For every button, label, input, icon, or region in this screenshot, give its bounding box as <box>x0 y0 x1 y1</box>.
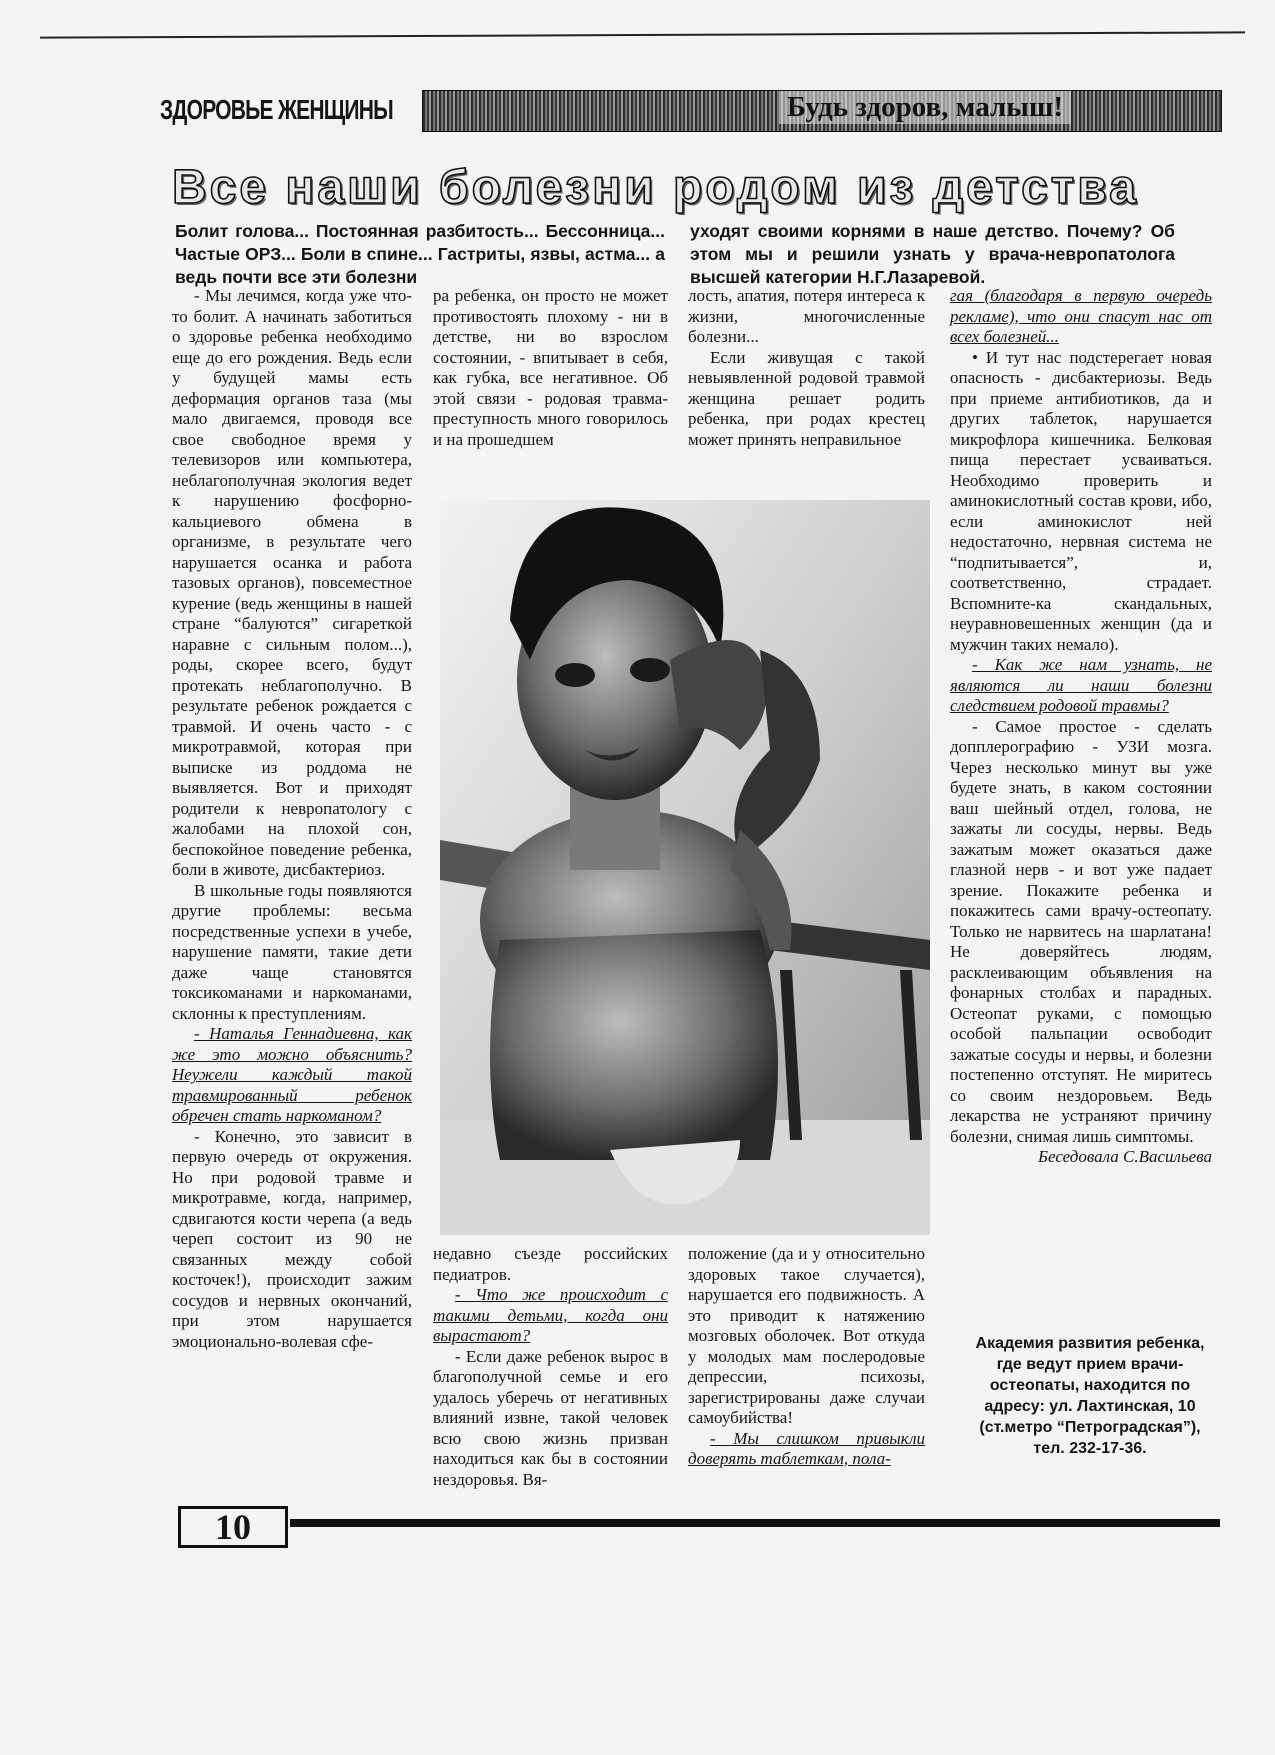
interview-question: - Как же нам узнать, не являются ли наши болезни следствием родовой травмы? <box>950 655 1212 715</box>
paragraph: - Конечно, это зависит в первую очередь от окружения. Но при родовой травме и микротравме, когда, например, сдвигаются кости черепа (а ведь череп состоит из 90 не связанных между собой косточек!), происходит зажим сосудов и нервных окончаний, при этом нарушается эмоционально-волевая сфе- <box>172 1126 412 1351</box>
interview-question: - Мы слишком привыкли доверять таблеткам, пола- <box>688 1428 925 1468</box>
interview-question: - Что же происходит с такими детьми, когда они вырастают? <box>433 1285 668 1345</box>
interview-question: - Наталья Геннадиевна, как же это можно объяснить? Неужели каждый такой травмированный ребенок обречен стать наркоманом? <box>172 1024 412 1125</box>
paragraph: - Мы лечимся, когда уже что-то болит. А начинать заботиться о здоровье ребенка необходимо еще до его рождения. Ведь если у будущей мамы есть деформация органов таза (мы мало двигаемся, проводя все свое свободное время у телевизоров или компьютера, неблагополучная экология ведет к нарушению фосфорно-кальциевого обмена в организме, в результате чего нарушается осанка и работа тазовых органов), повсеместное курение (ведь женщины в нашей стране “балуются” сигареткой наравне с сильным полом...), роды, скорее всего, будут протекать неблагополучно. В результате ребенок рождается с травмой. И очень часто - с микротравмой, которая при выписке из роддома не выявляется. Вот и приходят родители к невропатологу с жалобами на плохой сон, беспокойное поведение ребенка, боли в животе, дисбактериоз. <box>172 286 412 879</box>
child-photo <box>440 500 930 1235</box>
paragraph: лость, апатия, потеря интереса к жизни, многочисленные болезни... <box>688 286 925 346</box>
column-1 <box>172 286 412 1352</box>
interview-question: гая (благодаря в первую очередь рекламе), что они спасут нас от всех болезней... <box>950 286 1212 346</box>
paragraph: - Если даже ребенок вырос в благополучной семье и его удалось уберечь от негативных влияний извне, такой человек всю свою жизнь призван находиться как бы в состоянии нездоровья. Вя- <box>433 1346 668 1489</box>
section-title: ЗДОРОВЬЕ ЖЕНЩИНЫ <box>160 94 393 125</box>
column-2-bottom <box>433 1244 668 1490</box>
page-number: 10 <box>178 1506 288 1548</box>
paragraph: ра ребенка, он просто не может противостоять плохому - ни в детстве, ни во взрослом состоянии, - впитывает в себя, как губка, все негативное. Об этой связи - родовая травма-преступность много говорилось и на прошедшем <box>433 286 668 449</box>
column-4 <box>950 286 1212 1168</box>
header-band <box>422 90 1222 132</box>
column-3-bottom <box>688 1244 925 1470</box>
column-3-top <box>688 286 925 450</box>
column-2-top <box>433 286 668 450</box>
paragraph: положение (да и у относительно здоровых такое случается), нарушается его подвижность. А это приводит к натяжению мозговых оболочек. Вот откуда у молодых мам послеродовые депрессии, психозы, зарегистрированы даже случаи самоубийства! <box>688 1244 925 1427</box>
info-box: Академия развития ребенка, где ведут прием врачи-остеопаты, находится по адресу: ул. Лахтинская, 10 (ст.метро “Петроградская”), тел. 232-17-36. <box>975 1335 1205 1457</box>
child-photo-illustration <box>440 500 930 1235</box>
paragraph: недавно съезде российских педиатров. <box>433 1244 668 1284</box>
page-top-line <box>40 31 1245 38</box>
paragraph: Если живущая с такой невыявленной родовой травмой женщина решает родить ребенка, при родах крестец может принять неправильное <box>688 347 925 449</box>
lead-left: Болит голова... Постоянная разбитость... Бессонница... Частые ОРЗ... Боли в спине... Гастриты, язвы, астма... а ведь почти все эти болезни <box>175 221 665 287</box>
paragraph: - Самое простое - сделать допплерографию - УЗИ мозга. Через несколько минут вы уже будете знать, в каком состоянии ваш шейный отдел, голова, не зажаты ли сосуды, нервы. Ведь зажатым может оказаться даже глазной нерв - и вот уже падает зрение. Покажите ребенка и покажитесь сами врачу-остеопату. Только не нарвитесь на шарлатана! Не доверяйтесь людям, расклеивающим объявления на фонарных столбах и парадных. Остеопат руками, с помощью особой пальпации освободит зажатые сосуды и нервы, и болезни постепенно отступят. Не миритесь со своим нездоровьем. Ведь лекарства не устраняют причину болезни, снимая лишь симптомы. <box>950 716 1212 1146</box>
page-header <box>160 90 1220 130</box>
footer-bar <box>290 1519 1220 1527</box>
paragraph: В школьные годы появляются другие проблемы: весьма посредственные успехи в учебе, нарушение памяти, такие дети даже чаще становятся токсикоманами и наркоманами, склонны к преступлениям. <box>172 880 412 1023</box>
signature: Беседовала С.Васильева <box>1037 1147 1212 1166</box>
paragraph: • И тут нас подстерегает новая опасность - дисбактериозы. Ведь при приеме антибиотиков, да и других таблеток, нарушается микрофлора кишечника. Белковая пища перестает усваиваться. Необходимо проверить и аминокислотный состав крови, ибо, если аминокислот ней недостаточно, нервная система не “подпитывается”, и, соответственно, страдает. Вспомните-ка скандальных, неуравновешенных женщин (да и мужчин таких немало). <box>950 347 1212 654</box>
lead-right: уходят своими корнями в наше детство. Почему? Об этом мы и решили узнать у врача-невропатолога высшей категории Н.Г.Лазаревой. <box>690 221 1175 287</box>
header-slogan: Будь здоров, малыш! <box>779 91 1071 124</box>
article-headline: Все наши болезни родом из детства <box>172 161 1139 214</box>
